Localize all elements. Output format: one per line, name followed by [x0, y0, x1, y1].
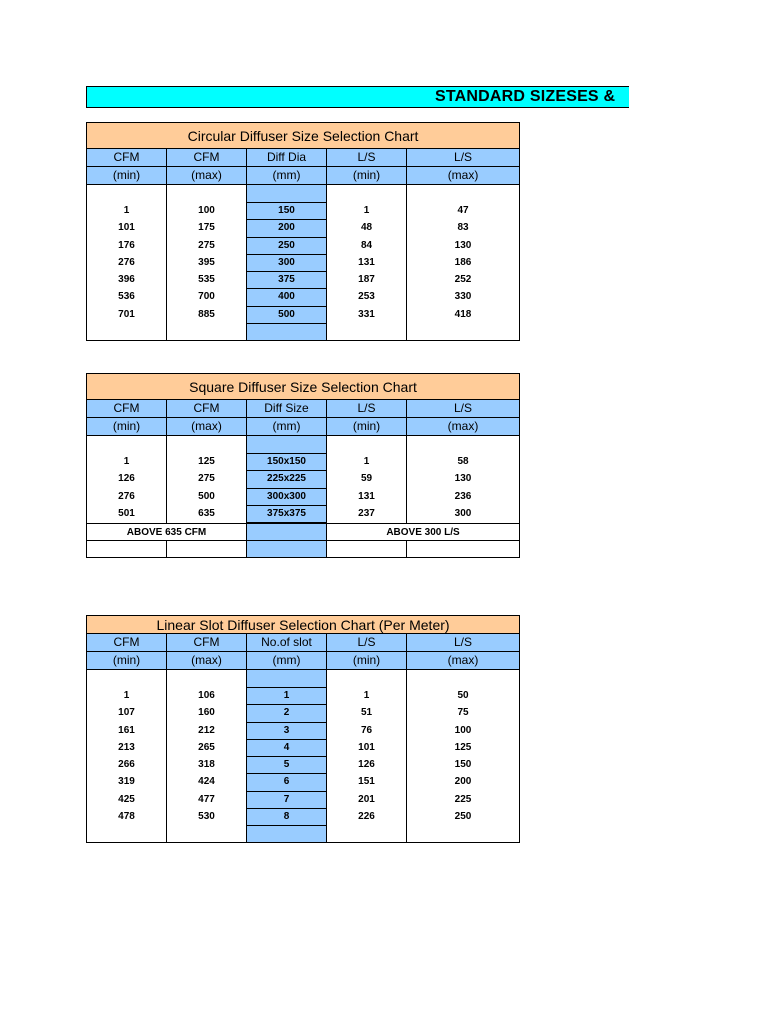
cfm-max-value: 535 [198, 274, 215, 286]
ls-max-value: 47 [457, 205, 469, 216]
size-value: 500 [247, 306, 326, 323]
cfm-max-value: 500 [198, 490, 215, 502]
ls-min-value: 59 [360, 473, 373, 485]
page-banner [86, 86, 629, 108]
header-cfm-min-unit: (min) [87, 652, 167, 670]
cfm-min-value: 425 [118, 793, 135, 805]
header-size-unit: (mm) [247, 167, 327, 185]
column-cfm-min [87, 670, 167, 843]
cfm-max-value: 212 [198, 724, 215, 736]
cfm-min-value: 1 [123, 456, 130, 467]
column-cfm-max [167, 436, 247, 524]
cfm-min-value: 266 [118, 759, 135, 771]
column-cfm-min [87, 185, 167, 341]
note-blank [247, 524, 327, 541]
header-size-unit: (mm) [247, 652, 327, 670]
header-ls-max-unit: (max) [407, 652, 520, 670]
header-cfm-min: CFM [87, 149, 167, 167]
size-value: 375x375 [247, 505, 326, 523]
cfm-max-value: 700 [198, 291, 215, 303]
size-value: 400 [247, 288, 326, 305]
size-value: 5 [247, 756, 326, 773]
ls-max-value: 150 [454, 759, 472, 771]
column-size [247, 185, 327, 341]
ls-min-value: 1 [363, 205, 370, 216]
size-value: 6 [247, 773, 326, 790]
header-cfm-min-unit: (min) [87, 418, 167, 436]
cfm-min-value: 101 [118, 222, 135, 234]
ls-max-value: 236 [454, 490, 472, 502]
note-cfm: ABOVE 635 CFM [87, 524, 247, 541]
cfm-min-value: 107 [118, 707, 135, 719]
header-size: No.of slot [247, 634, 327, 652]
size-value: 200 [247, 219, 326, 236]
column-ls-max [407, 670, 520, 843]
cfm-max-value: 275 [198, 473, 215, 485]
size-value: 250 [247, 237, 326, 254]
size-value: 150 [247, 202, 326, 219]
column-cfm-min [87, 436, 167, 524]
ls-max-value: 186 [454, 256, 472, 268]
column-ls-max [407, 436, 520, 524]
size-value: 4 [247, 739, 326, 756]
blank-cell [87, 541, 167, 558]
header-ls-min-unit: (min) [327, 167, 407, 185]
header-cfm-min-unit: (min) [87, 167, 167, 185]
column-size [247, 436, 327, 524]
header-size-unit: (mm) [247, 418, 327, 436]
cfm-max-value: 275 [198, 239, 215, 251]
cfm-min-value: 176 [118, 239, 135, 251]
header-cfm-max-unit: (max) [167, 418, 247, 436]
header-ls-min: L/S [327, 400, 407, 418]
cfm-min-value: 126 [118, 473, 135, 485]
ls-min-value: 131 [358, 256, 375, 268]
size-value: 300x300 [247, 488, 326, 505]
size-value: 8 [247, 808, 326, 825]
blank-cell [167, 541, 247, 558]
ls-min-value: 101 [358, 741, 375, 753]
header-cfm-max-unit: (max) [167, 167, 247, 185]
cfm-max-value: 175 [198, 222, 215, 234]
header-size: Diff Size [247, 400, 327, 418]
header-ls-max: L/S [407, 634, 520, 652]
ls-min-value: 331 [358, 308, 375, 320]
cfm-max-value: 318 [198, 759, 215, 771]
chart-title: Linear Slot Diffuser Selection Chart (Per Meter) [87, 616, 520, 634]
ls-min-value: 76 [360, 724, 373, 736]
cfm-min-value: 1 [123, 205, 130, 216]
header-cfm-max-unit: (max) [167, 652, 247, 670]
cfm-min-value: 396 [118, 274, 135, 286]
header-ls-min: L/S [327, 149, 407, 167]
size-value: 375 [247, 271, 326, 288]
ls-min-value: 51 [360, 707, 373, 719]
cfm-min-value: 1 [123, 690, 130, 701]
ls-min-value: 187 [358, 274, 375, 286]
header-cfm-max: CFM [167, 149, 247, 167]
ls-min-value: 1 [363, 690, 370, 701]
ls-max-value: 125 [454, 741, 472, 753]
header-ls-max-unit: (max) [407, 167, 520, 185]
cfm-min-value: 701 [118, 308, 135, 320]
size-value: 1 [247, 687, 326, 704]
ls-max-value: 300 [454, 507, 472, 519]
header-cfm-min: CFM [87, 400, 167, 418]
size-value: 225x225 [247, 470, 326, 487]
size-value: 2 [247, 704, 326, 721]
size-value: 150x150 [247, 453, 326, 470]
cfm-max-value: 477 [198, 793, 215, 805]
page-title: STANDARD SIZESES & [435, 88, 616, 105]
column-cfm-max [167, 185, 247, 341]
cfm-max-value: 106 [198, 690, 215, 701]
header-size: Diff Dia [247, 149, 327, 167]
blank-cell [247, 541, 327, 558]
linear-slot-diffuser-chart [86, 615, 520, 843]
square-diffuser-chart [86, 373, 520, 558]
ls-max-value: 330 [454, 291, 472, 303]
ls-max-value: 418 [454, 308, 472, 320]
ls-max-value: 83 [457, 222, 469, 234]
size-value: 7 [247, 791, 326, 808]
ls-min-value: 253 [358, 291, 375, 303]
column-ls-min [327, 436, 407, 524]
header-ls-max: L/S [407, 400, 520, 418]
cfm-min-value: 478 [118, 811, 135, 823]
cfm-max-value: 395 [198, 256, 215, 268]
ls-max-value: 200 [454, 776, 472, 788]
header-ls-max: L/S [407, 149, 520, 167]
ls-max-value: 50 [457, 690, 469, 701]
cfm-min-value: 319 [118, 776, 135, 788]
chart-title: Circular Diffuser Size Selection Chart [87, 123, 520, 149]
ls-min-value: 131 [358, 490, 375, 502]
circular-diffuser-chart [86, 122, 520, 341]
cfm-min-value: 276 [118, 256, 135, 268]
ls-min-value: 1 [363, 456, 370, 467]
cfm-min-value: 536 [118, 291, 135, 303]
size-value: 3 [247, 722, 326, 739]
column-ls-min [327, 670, 407, 843]
header-ls-min-unit: (min) [327, 418, 407, 436]
ls-max-value: 130 [454, 473, 472, 485]
blank-cell [327, 541, 407, 558]
ls-max-value: 250 [454, 811, 472, 823]
chart-title: Square Diffuser Size Selection Chart [87, 374, 520, 400]
ls-min-value: 237 [358, 507, 375, 519]
column-cfm-max [167, 670, 247, 843]
column-ls-min [327, 185, 407, 341]
ls-max-value: 130 [454, 239, 472, 251]
cfm-min-value: 501 [118, 507, 135, 519]
ls-max-value: 58 [457, 456, 469, 467]
ls-max-value: 225 [454, 793, 472, 805]
ls-max-value: 100 [454, 724, 472, 736]
note-ls: ABOVE 300 L/S [327, 524, 520, 541]
size-blank-cell [247, 323, 326, 340]
ls-min-value: 84 [360, 239, 373, 251]
size-blank-cell [247, 825, 326, 842]
ls-min-value: 126 [358, 759, 375, 771]
size-value: 300 [247, 254, 326, 271]
ls-max-value: 252 [454, 274, 472, 286]
cfm-min-value: 161 [118, 724, 135, 736]
cfm-max-value: 885 [198, 308, 215, 320]
cfm-min-value: 276 [118, 490, 135, 502]
header-cfm-min: CFM [87, 634, 167, 652]
blank-cell [407, 541, 520, 558]
header-ls-min: L/S [327, 634, 407, 652]
cfm-max-value: 265 [198, 741, 215, 753]
column-ls-max [407, 185, 520, 341]
ls-min-value: 48 [360, 222, 373, 234]
header-ls-max-unit: (max) [407, 418, 520, 436]
header-cfm-max: CFM [167, 400, 247, 418]
cfm-max-value: 424 [198, 776, 215, 788]
cfm-max-value: 160 [198, 707, 215, 719]
cfm-min-value: 213 [118, 741, 135, 753]
ls-min-value: 201 [358, 793, 375, 805]
cfm-max-value: 530 [198, 811, 215, 823]
cfm-max-value: 125 [198, 456, 215, 467]
header-ls-min-unit: (min) [327, 652, 407, 670]
column-size [247, 670, 327, 843]
ls-min-value: 226 [358, 811, 375, 823]
cfm-max-value: 635 [198, 507, 215, 519]
cfm-max-value: 100 [198, 205, 215, 216]
ls-min-value: 151 [358, 776, 375, 788]
header-cfm-max: CFM [167, 634, 247, 652]
ls-max-value: 75 [457, 707, 469, 719]
